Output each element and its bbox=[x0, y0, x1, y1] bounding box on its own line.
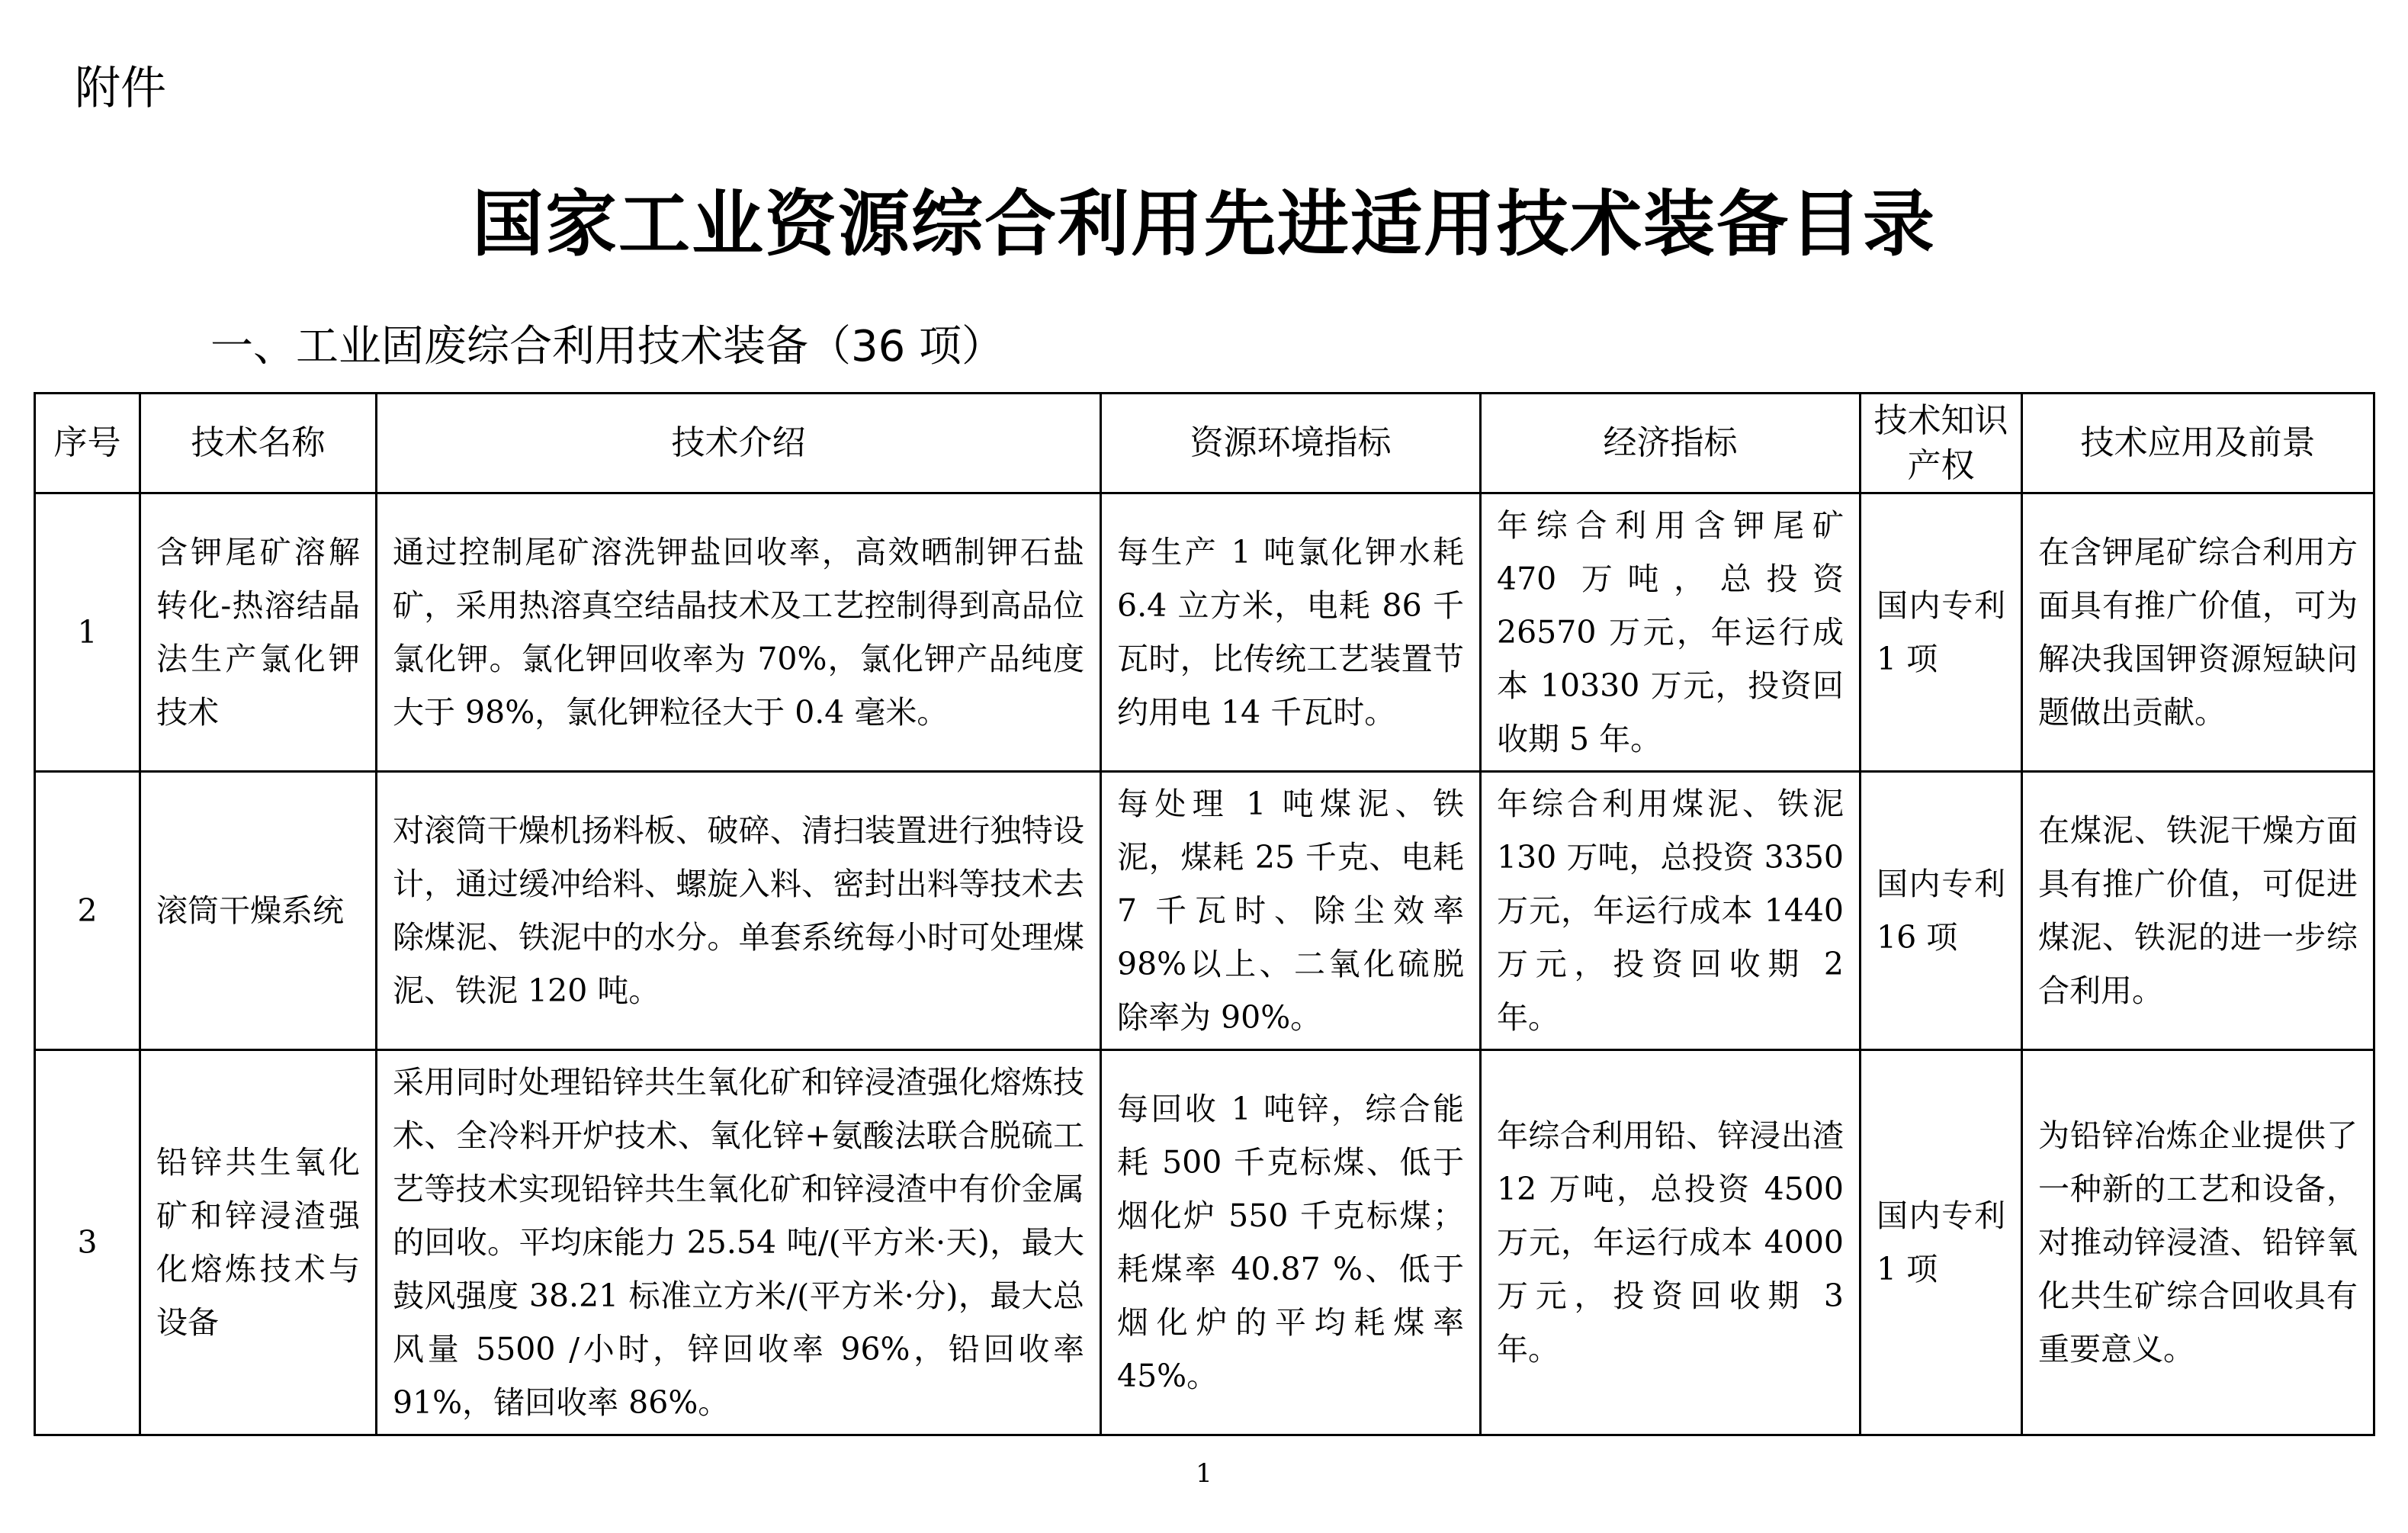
header-intro: 技术介绍 bbox=[377, 394, 1101, 493]
economic-indicator: 年综合利用铅、锌浸出渣 12 万吨，总投资 4500 万元，年运行成本 4000 万元，投资回收期 3 年。 bbox=[1481, 1050, 1861, 1435]
resource-indicator: 每处理 1 吨煤泥、铁泥，煤耗 25 千克、电耗 7 千瓦时、除尘效率 98%以上、二氧化硫脱除率为 90%。 bbox=[1101, 772, 1481, 1050]
intellectual-property: 国内专利 16 项 bbox=[1861, 772, 2022, 1050]
resource-indicator: 每生产 1 吨氯化钾水耗 6.4 立方米，电耗 86 千瓦时，比传统工艺装置节约用电 14 千瓦时。 bbox=[1101, 493, 1481, 772]
header-name: 技术名称 bbox=[140, 394, 377, 493]
section-heading: 一、工业固废综合利用技术装备（36 项） bbox=[210, 322, 1005, 371]
technology-name: 滚筒干燥系统 bbox=[140, 772, 377, 1050]
header-economic: 经济指标 bbox=[1481, 394, 1861, 493]
economic-indicator: 年综合利用煤泥、铁泥 130 万吨，总投资 3350 万元，年运行成本 1440 万元，投资回收期 2 年。 bbox=[1481, 772, 1861, 1050]
economic-indicator: 年综合利用含钾尾矿 470 万吨，总投资 26570 万元，年运行成本 10330 万元，投资回收期 5 年。 bbox=[1481, 493, 1861, 772]
header-ip: 技术知识产权 bbox=[1861, 394, 2022, 493]
technology-intro: 采用同时处理铅锌共生氧化矿和锌浸渣强化熔炼技术、全冷料开炉技术、氧化锌+氨酸法联合脱硫工艺等技术实现铅锌共生氧化矿和锌浸渣中有价金属的回收。平均床能力 25.54 吨/(平方米·天)，最大鼓风强度 38.21 标准立方米/(平方米·分)，最大总风量 5500 /小时，锌回收率 96%，铅回收率 91%，锗回收率 86%。 bbox=[377, 1050, 1101, 1435]
table-row bbox=[35, 772, 2374, 1050]
row-number: 3 bbox=[35, 1050, 140, 1435]
technology-name: 铅锌共生氧化矿和锌浸渣强化熔炼技术与设备 bbox=[140, 1050, 377, 1435]
technology-intro: 通过控制尾矿溶洗钾盐回收率，高效晒制钾石盐矿，采用热溶真空结晶技术及工艺控制得到高品位氯化钾。氯化钾回收率为 70%，氯化钾产品纯度大于 98%，氯化钾粒径大于 0.4 毫米。 bbox=[377, 493, 1101, 772]
header-application: 技术应用及前景 bbox=[2022, 394, 2374, 493]
row-number: 1 bbox=[35, 493, 140, 772]
resource-indicator: 每回收 1 吨锌，综合能耗 500 千克标煤、低于烟化炉 550 千克标煤；耗煤率 40.87 %、低于烟化炉的平均耗煤率 45%。 bbox=[1101, 1050, 1481, 1435]
header-no: 序号 bbox=[35, 394, 140, 493]
intellectual-property: 国内专利 1 项 bbox=[1861, 1050, 2022, 1435]
document-title: 国家工业资源综合利用先进适用技术装备目录 bbox=[471, 182, 1936, 266]
technology-name: 含钾尾矿溶解转化-热溶结晶法生产氯化钾技术 bbox=[140, 493, 377, 772]
page-number: 1 bbox=[1196, 1458, 1212, 1489]
table-row bbox=[35, 493, 2374, 772]
technology-table bbox=[34, 392, 2375, 1436]
application-prospect: 在含钾尾矿综合利用方面具有推广价值，可为解决我国钾资源短缺问题做出贡献。 bbox=[2022, 493, 2374, 772]
header-resource: 资源环境指标 bbox=[1101, 394, 1481, 493]
row-number: 2 bbox=[35, 772, 140, 1050]
application-prospect: 为铅锌冶炼企业提供了一种新的工艺和设备，对推动锌浸渣、铅锌氧化共生矿综合回收具有重要意义。 bbox=[2022, 1050, 2374, 1435]
application-prospect: 在煤泥、铁泥干燥方面具有推广价值，可促进煤泥、铁泥的进一步综合利用。 bbox=[2022, 772, 2374, 1050]
table-header-row bbox=[35, 394, 2374, 493]
table-row bbox=[35, 1050, 2374, 1435]
intellectual-property: 国内专利 1 项 bbox=[1861, 493, 2022, 772]
technology-intro: 对滚筒干燥机扬料板、破碎、清扫装置进行独特设计，通过缓冲给料、螺旋入料、密封出料等技术去除煤泥、铁泥中的水分。单套系统每小时可处理煤泥、铁泥 120 吨。 bbox=[377, 772, 1101, 1050]
attachment-label: 附件 bbox=[75, 62, 166, 115]
